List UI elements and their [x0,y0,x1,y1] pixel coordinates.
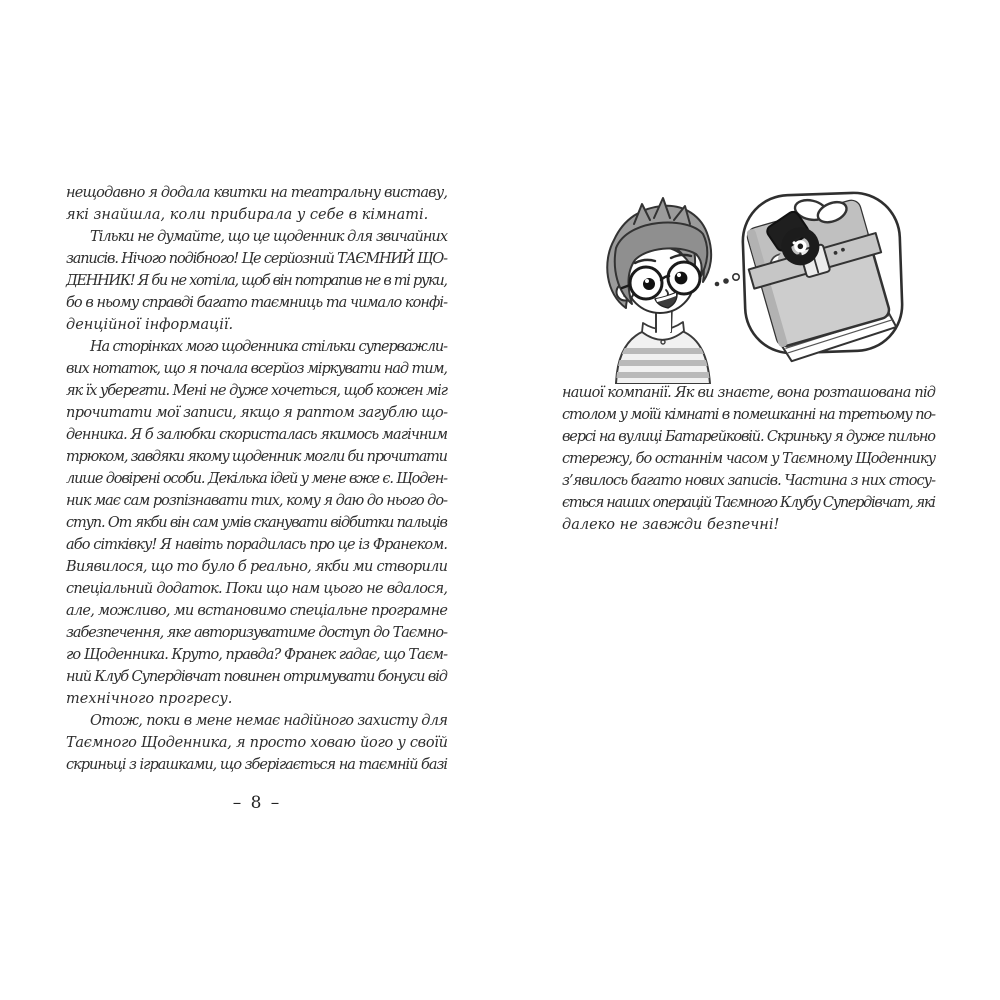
svg-text:нещодавно я додала квитки на т: нещодавно я додала квитки на театральну виставу, [66,185,448,201]
svg-text:вих нотаток, що я почала всерй: вих нотаток, що я почала всерйоз міркувати над тим, [66,361,448,377]
text-line [66,225,448,247]
svg-text:столом у моїй кімнаті в помешк: столом у моїй кімнаті в помешканні на третьому по- [562,407,936,423]
svg-text:які знайшла, коли прибирала у: які знайшла, коли прибирала у себе в кімнаті. [66,207,429,223]
text-line [66,621,448,643]
svg-text:скриньці з іграшками, що збері: скриньці з іграшками, що зберігається на таємній базі [66,757,448,773]
text-line [66,533,448,555]
svg-text:стережу, бо останнім часом у Т: стережу, бо останнім часом у Таємному Щоденнику [562,451,936,467]
text-line [66,709,448,731]
text-line [66,423,448,445]
svg-text:спеціальний додаток. Поки що н: спеціальний додаток. Поки що нам цього не вдалося, [66,581,448,597]
girl-with-round-glasses-icon [607,198,716,384]
text-line [66,643,448,665]
svg-text:нашої компанії. Як ви знаєте,: нашої компанії. Як ви знаєте, вона розташована під [562,385,936,401]
svg-text:або сітківку! Я навіть порадил: або сітківку! Я навіть порадилась про це із Франеком. [66,537,448,553]
svg-text:ється наших операцій Таємного: ється наших операцій Таємного Клубу Супердівчат, які [562,495,936,511]
svg-text:бо в ньому справді багато таєм: бо в ньому справді багато таємниць та чимало конфі- [66,295,448,311]
svg-text:ний Клуб Супердівчат повинен о: ний Клуб Супердівчат повинен отримувати бонуси від [66,669,448,685]
right-page-text [562,381,936,535]
text-line [66,511,448,533]
text-line [66,599,448,621]
svg-text:прочитати мої записи, якщо я р: прочитати мої записи, якщо я раптом загублю що- [66,405,448,421]
svg-text:денника. Я б залюбки скористал: денника. Я б залюбки скористалась якимось магічним [66,427,448,443]
text-line [66,489,448,511]
text-line [66,445,448,467]
text-line [66,467,448,489]
svg-text:записів. Нічого подібного! Це: записів. Нічого подібного! Це серйозний ТАЄМНИЙ ЩО- [66,251,448,267]
text-line [562,513,936,535]
text-line [66,335,448,357]
text-line [66,357,448,379]
text-line [562,491,936,513]
svg-text:денційної інформації.: денційної інформації. [66,317,234,333]
svg-text:Таємного Щоденника, я просто х: Таємного Щоденника, я просто ховаю його у своїй [66,735,448,751]
text-line [562,403,936,425]
svg-text:ник має сам розпізнавати тих,: ник має сам розпізнавати тих, кому я даю до нього до- [66,493,448,509]
text-line [562,469,936,491]
svg-text:але, можливо, ми встановимо сп: але, можливо, ми встановимо спеціальне програмне [66,603,448,619]
text-line [562,381,936,403]
text-line [562,425,936,447]
text-line [66,247,448,269]
girl-illustration [556,166,950,384]
text-line [66,401,448,423]
text-line [66,269,448,291]
svg-text:трюком, завдяки якому щоденник: трюком, завдяки якому щоденник могли би прочитати [66,449,448,465]
svg-text:технічного прогресу.: технічного прогресу. [66,691,233,707]
text-line [66,181,448,203]
text-line [66,665,448,687]
svg-text:Тільки не думайте, що це щоден: Тільки не думайте, що це щоденник для звичайних [90,229,448,245]
svg-text:Отож, поки в мене немає надійн: Отож, поки в мене немає надійного захисту для [90,713,448,729]
text-line [66,577,448,599]
svg-text:як їх уберегти. Мені не дуже х: як їх уберегти. Мені не дуже хочеться, щоб кожен міг [66,383,449,399]
text-line [66,753,448,775]
svg-text:ступ. От якби він сам умів ска: ступ. От якби він сам умів сканувати відбитки пальців [66,515,448,531]
text-line [66,555,448,577]
svg-text:забезпечення, яке авторизувати: забезпечення, яке авторизуватиме доступ до Таємно- [66,625,448,641]
text-line [66,379,448,401]
thought-dots-icon [715,274,740,287]
text-line [562,447,936,469]
page-number: – 8 – [232,793,282,813]
svg-text:з’явилось багато нових записів: з’явилось багато нових записів. Частина з них стосу- [562,473,936,489]
thought-bubble [733,179,903,365]
text-line [66,203,448,225]
text-line [66,731,448,753]
svg-text:ДЕННИК! Я би не хотіла, щоб ві: ДЕННИК! Я би не хотіла, щоб він потрапив не в ті руки, [66,273,448,289]
svg-text:далеко не завжди безпечні!: далеко не завжди безпечні! [562,517,780,533]
svg-text:лише довірені особи. Декілька: лише довірені особи. Декілька ідей у мене вже є. Щоден- [66,471,448,487]
text-line [66,687,448,709]
text-line [66,291,448,313]
text-line [66,313,448,335]
svg-text:Виявилося, що то було б реальн: Виявилося, що то було б реально, якби ми створили [66,559,448,575]
svg-text:На сторінках мого щоденника ст: На сторінках мого щоденника стільки суперважли- [90,339,449,355]
svg-text:версі на вулиці Батарейковій.: версі на вулиці Батарейковій. Скриньку я дуже пильно [562,429,936,445]
left-page-text [66,181,448,775]
svg-text:го Щоденника. Круто, правда? Ф: го Щоденника. Круто, правда? Франек гадає, що Таєм- [66,647,448,663]
